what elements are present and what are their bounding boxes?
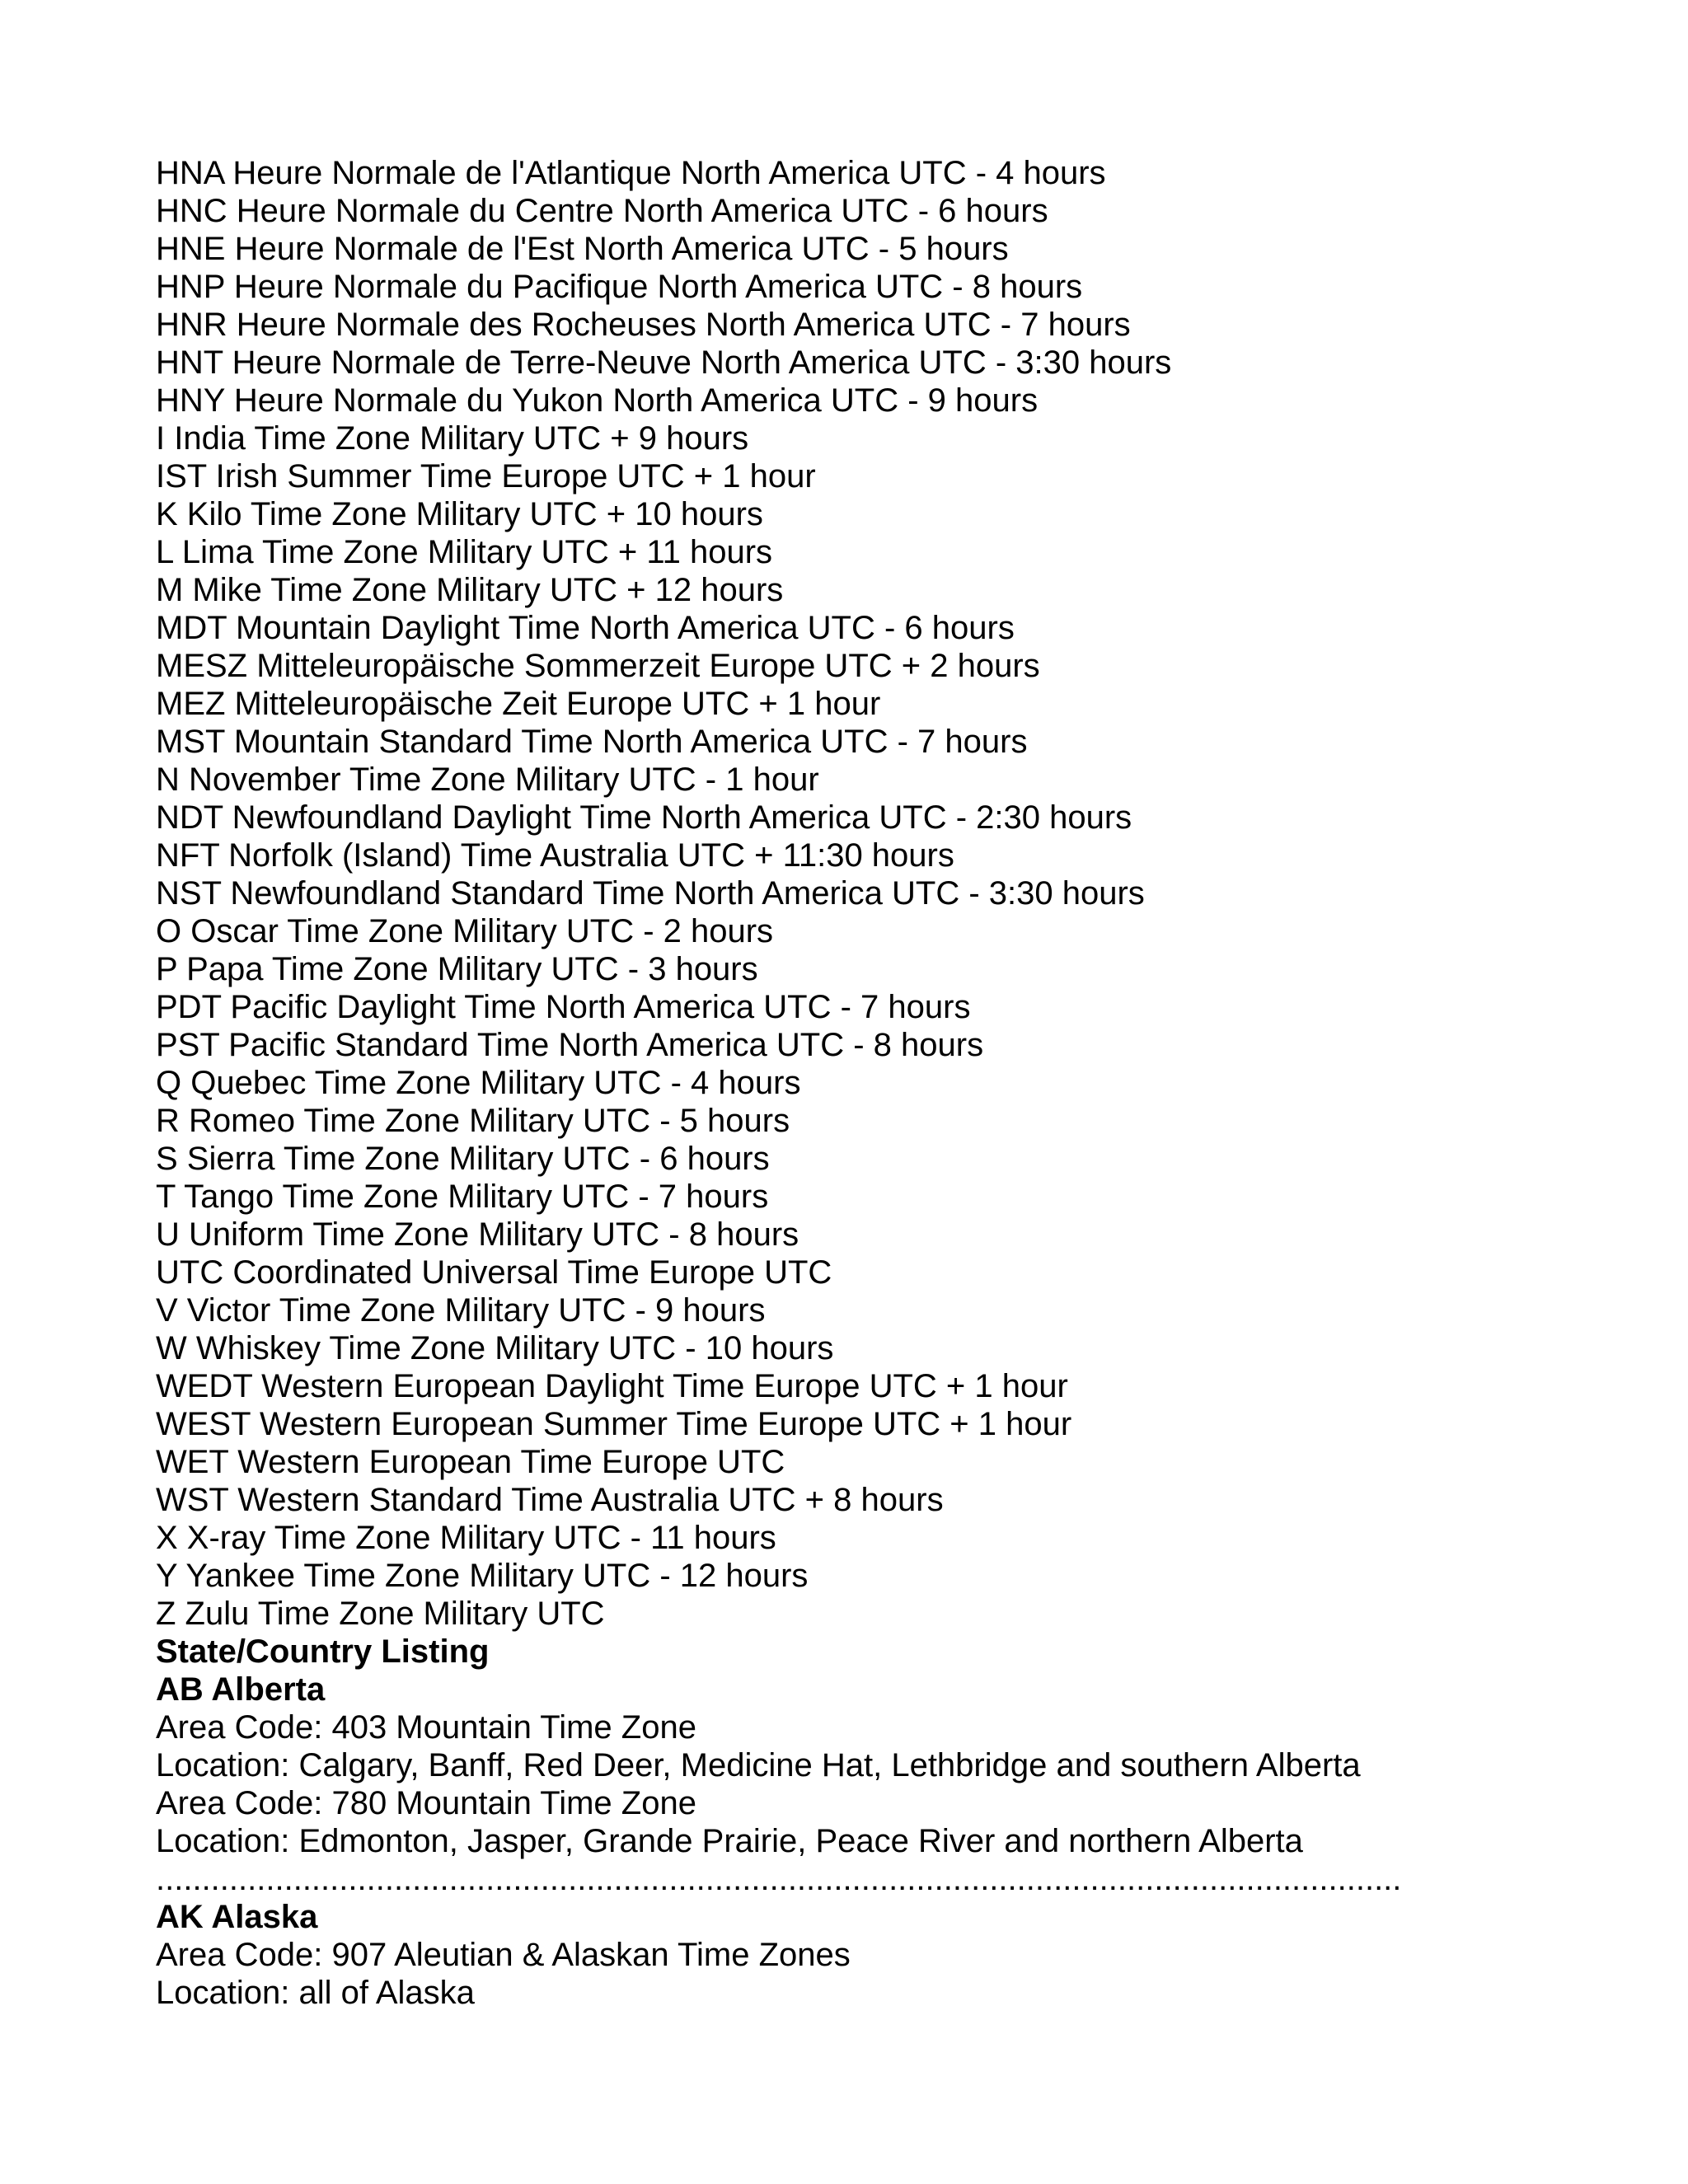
timezone-entry: Q Quebec Time Zone Military UTC - 4 hours [156, 1065, 801, 1101]
timezone-entry: HNY Heure Normale du Yukon North America UTC - 9 hours [156, 382, 1039, 419]
timezone-entry: W Whiskey Time Zone Military UTC - 10 hours [156, 1330, 834, 1366]
timezone-entry: HNT Heure Normale de Terre-Neuve North America UTC - 3:30 hours [156, 344, 1172, 381]
timezone-entry: O Oscar Time Zone Military UTC - 2 hours [156, 913, 774, 949]
timezone-entry: WST Western Standard Time Australia UTC + 8 hours [156, 1482, 944, 1518]
alberta-section [156, 1671, 1557, 1860]
timezone-entry: NST Newfoundland Standard Time North America UTC - 3:30 hours [156, 875, 1145, 912]
timezone-entry: N November Time Zone Military UTC - 1 hour [156, 762, 819, 798]
timezone-entry: HNE Heure Normale de l'Est North America UTC - 5 hours [156, 231, 1009, 267]
document-body [156, 154, 1557, 2012]
timezone-entry: I India Time Zone Military UTC + 9 hours [156, 420, 749, 457]
timezone-entry: M Mike Time Zone Military UTC + 12 hours [156, 572, 784, 608]
alaska-heading: AK Alaska [156, 1899, 318, 1935]
location-line: Location: Edmonton, Jasper, Grande Prairie, Peace River and northern Alberta [156, 1823, 1303, 1859]
timezone-entry: MDT Mountain Daylight Time North America UTC - 6 hours [156, 610, 1015, 646]
timezone-entry: V Victor Time Zone Military UTC - 9 hours [156, 1292, 766, 1329]
timezone-entry: WEST Western European Summer Time Europe UTC + 1 hour [156, 1406, 1072, 1442]
timezone-entry: WEDT Western European Daylight Time Europe UTC + 1 hour [156, 1368, 1068, 1404]
timezone-list [156, 154, 1557, 1633]
timezone-entry: NDT Newfoundland Daylight Time North America UTC - 2:30 hours [156, 799, 1132, 836]
timezone-entry: PST Pacific Standard Time North America UTC - 8 hours [156, 1027, 984, 1063]
timezone-entry: IST Irish Summer Time Europe UTC + 1 hour [156, 458, 816, 494]
timezone-entry: HNA Heure Normale de l'Atlantique North America UTC - 4 hours [156, 155, 1106, 191]
timezone-entry: MEZ Mitteleuropäische Zeit Europe UTC + 1 hour [156, 686, 881, 722]
timezone-entry: HNC Heure Normale du Centre North America UTC - 6 hours [156, 193, 1048, 229]
area-code-line: Area Code: 403 Mountain Time Zone [156, 1709, 696, 1746]
timezone-entry: HNP Heure Normale du Pacifique North America UTC - 8 hours [156, 269, 1083, 305]
listing-heading: State/Country Listing [156, 1633, 490, 1670]
timezone-entry: P Papa Time Zone Military UTC - 3 hours [156, 951, 758, 987]
timezone-entry: K Kilo Time Zone Military UTC + 10 hours [156, 496, 763, 532]
timezone-entry: NFT Norfolk (Island) Time Australia UTC + 11:30 hours [156, 837, 954, 874]
timezone-entry: HNR Heure Normale des Rocheuses North America UTC - 7 hours [156, 307, 1131, 343]
timezone-entry: Z Zulu Time Zone Military UTC [156, 1596, 605, 1632]
timezone-entry: PDT Pacific Daylight Time North America UTC - 7 hours [156, 989, 971, 1025]
timezone-entry: X X-ray Time Zone Military UTC - 11 hours [156, 1520, 776, 1556]
timezone-entry: WET Western European Time Europe UTC [156, 1444, 785, 1480]
state-country-listing [156, 1633, 1557, 2012]
timezone-entry: MST Mountain Standard Time North America UTC - 7 hours [156, 724, 1028, 760]
timezone-entry: L Lima Time Zone Military UTC + 11 hours [156, 534, 773, 570]
timezone-entry: UTC Coordinated Universal Time Europe UTC [156, 1254, 832, 1291]
alberta-heading: AB Alberta [156, 1671, 326, 1708]
alaska-section [156, 1898, 1557, 2012]
timezone-entry: S Sierra Time Zone Military UTC - 6 hours [156, 1141, 770, 1177]
timezone-entry: R Romeo Time Zone Military UTC - 5 hours [156, 1103, 790, 1139]
area-code-line: Area Code: 780 Mountain Time Zone [156, 1785, 696, 1821]
timezone-entry: U Uniform Time Zone Military UTC - 8 hours [156, 1216, 799, 1253]
location-line: Location: all of Alaska [156, 1975, 475, 2011]
timezone-entry: MESZ Mitteleuropäische Sommerzeit Europe UTC + 2 hours [156, 648, 1040, 684]
timezone-entry: T Tango Time Zone Military UTC - 7 hours [156, 1179, 769, 1215]
timezone-entry: Y Yankee Time Zone Military UTC - 12 hours [156, 1558, 809, 1594]
dotted-separator: ........................................................................................................................................ [156, 1861, 1402, 1897]
area-code-line: Area Code: 907 Aleutian & Alaskan Time Zones [156, 1937, 851, 1973]
location-line: Location: Calgary, Banff, Red Deer, Medicine Hat, Lethbridge and southern Alberta [156, 1747, 1361, 1783]
